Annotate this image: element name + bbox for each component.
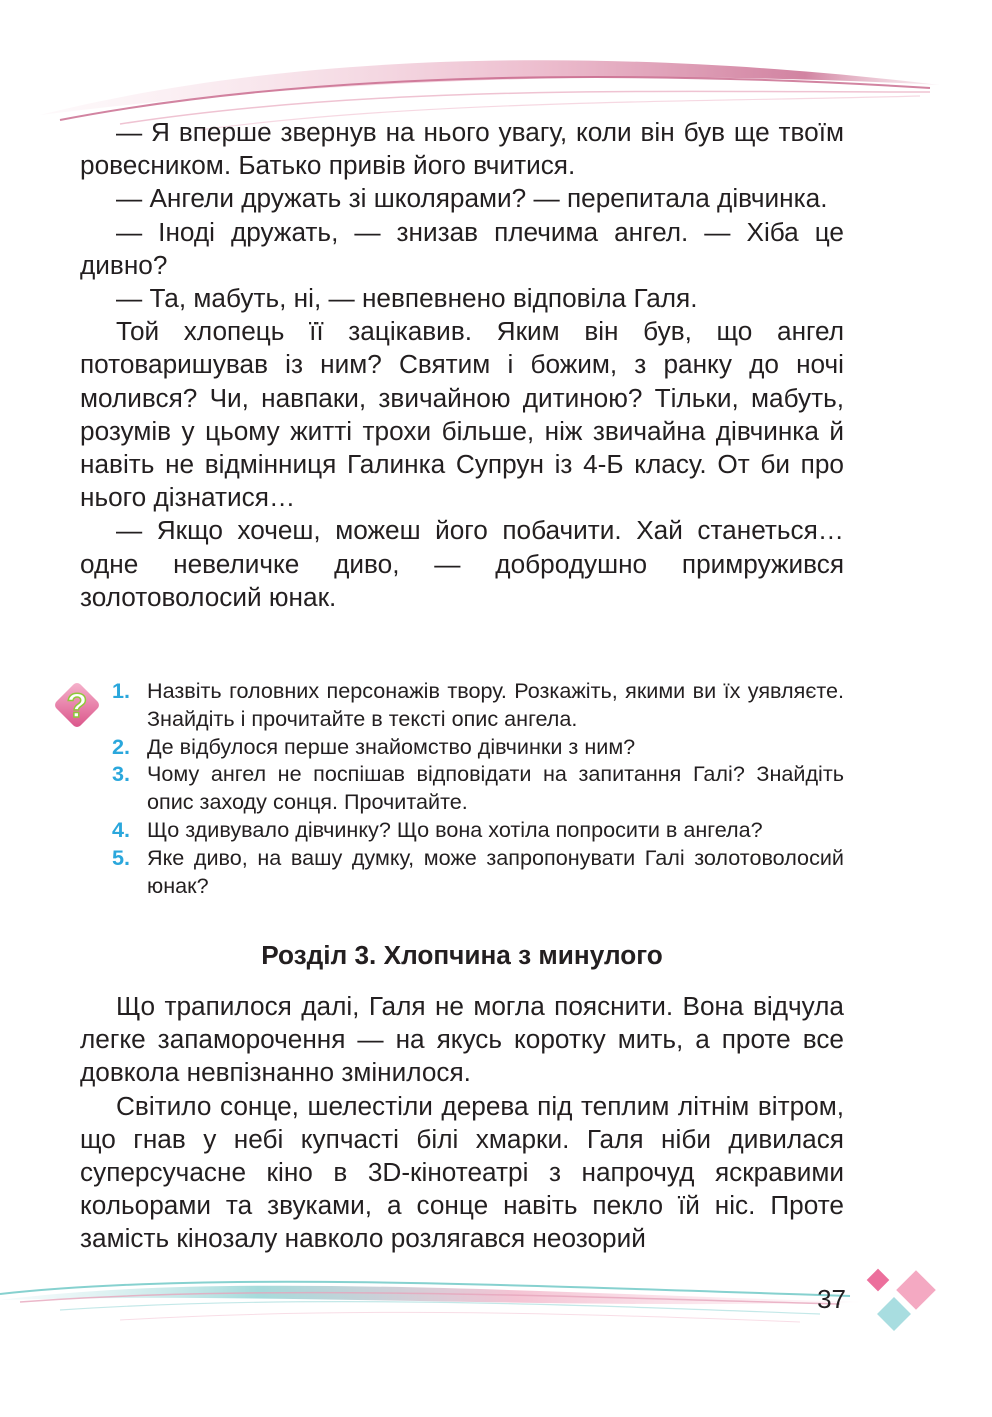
question-text: Що здивувало дівчинку? Що вона хотіла попросити в ангела? [147,816,763,842]
question-item [112,844,844,900]
story-text [80,116,844,614]
story-paragraph: — Іноді дружать, — знизав плечима ангел. — Хіба це дивно? [80,216,844,280]
question-number: 5. [112,844,131,870]
question-item [112,733,844,761]
question-number: 3. [112,761,131,787]
question-number: 4. [112,816,131,842]
question-text: Назвіть головних персонажів твору. Розкажіть, якими ви їх уявляєте. Знайдіть і прочитайте в тексті опис ангела. [147,678,844,731]
section-heading: Розділ 3. Хлопчина з минулого [261,940,663,970]
question-item [112,677,844,733]
section-paragraph: Що трапилося далі, Галя не могла пояснити. Вона відчула легке запаморочення — на якусь коротку мить, а проте все довкола невпізнанно змінилося. [80,991,844,1088]
story-paragraph: — Та, мабуть, ні, — невпевнено відповіла Галя. [116,283,698,314]
story-paragraph: — Я вперше звернув на нього увагу, коли він був ще твоїм ровесником. Батько привів його вчитися. [80,117,844,181]
diamonds-decoration-icon [864,1266,954,1338]
story-paragraph: Той хлопець її зацікавив. Яким він був, що ангел потоваришував із ним? Святим і божим, з ранку до ночі молився? Чи, навпаки, звичайною дитиною? Тільки, мабуть, розумів у цьому житті трохи більше, ніж звичайна дівчинка й навіть не відмінниця Галинка Супрун із 4-Б класу. От би про нього дізнатися… [80,316,844,513]
section-paragraph: Світило сонце, шелестіли дерева під теплим літнім вітром, що гнав у небі купчасті білі хмарки. Галя ніби дивилася суперсучасне кіно в 3D-кінотеатрі з напрочуд яскравими кольорами та звуками, а сонце навіть пекло їй ніс. Проте замість кінозалу навколо розлягався неозорий [80,1090,844,1254]
question-mark-diamond-icon [48,676,106,734]
section-text [80,990,844,1256]
story-paragraph: — Якщо хочеш, можеш його побачити. Хай станеться… одне невеличке диво, — добродушно примружився золотоволосий юнак. [80,515,844,612]
question-text: Яке диво, на вашу думку, може запропонувати Галі золотоволосий юнак? [147,844,844,898]
page-number: 37 [817,1284,846,1314]
questions-list [112,677,844,899]
question-item [112,760,844,816]
question-text: Чому ангел не поспішав відповідати на запитання Галі? Знайдіть опис заходу сонця. Прочитайте. [147,761,844,815]
story-paragraph: — Ангели дружать зі школярами? — перепитала дівчинка. [116,183,828,214]
question-number: 1. [112,678,131,703]
question-text: Де відбулося перше знайомство дівчинки з ним? [147,733,636,759]
svg-text:?: ? [66,687,88,725]
question-number: 2. [112,733,131,759]
question-item [112,816,844,844]
